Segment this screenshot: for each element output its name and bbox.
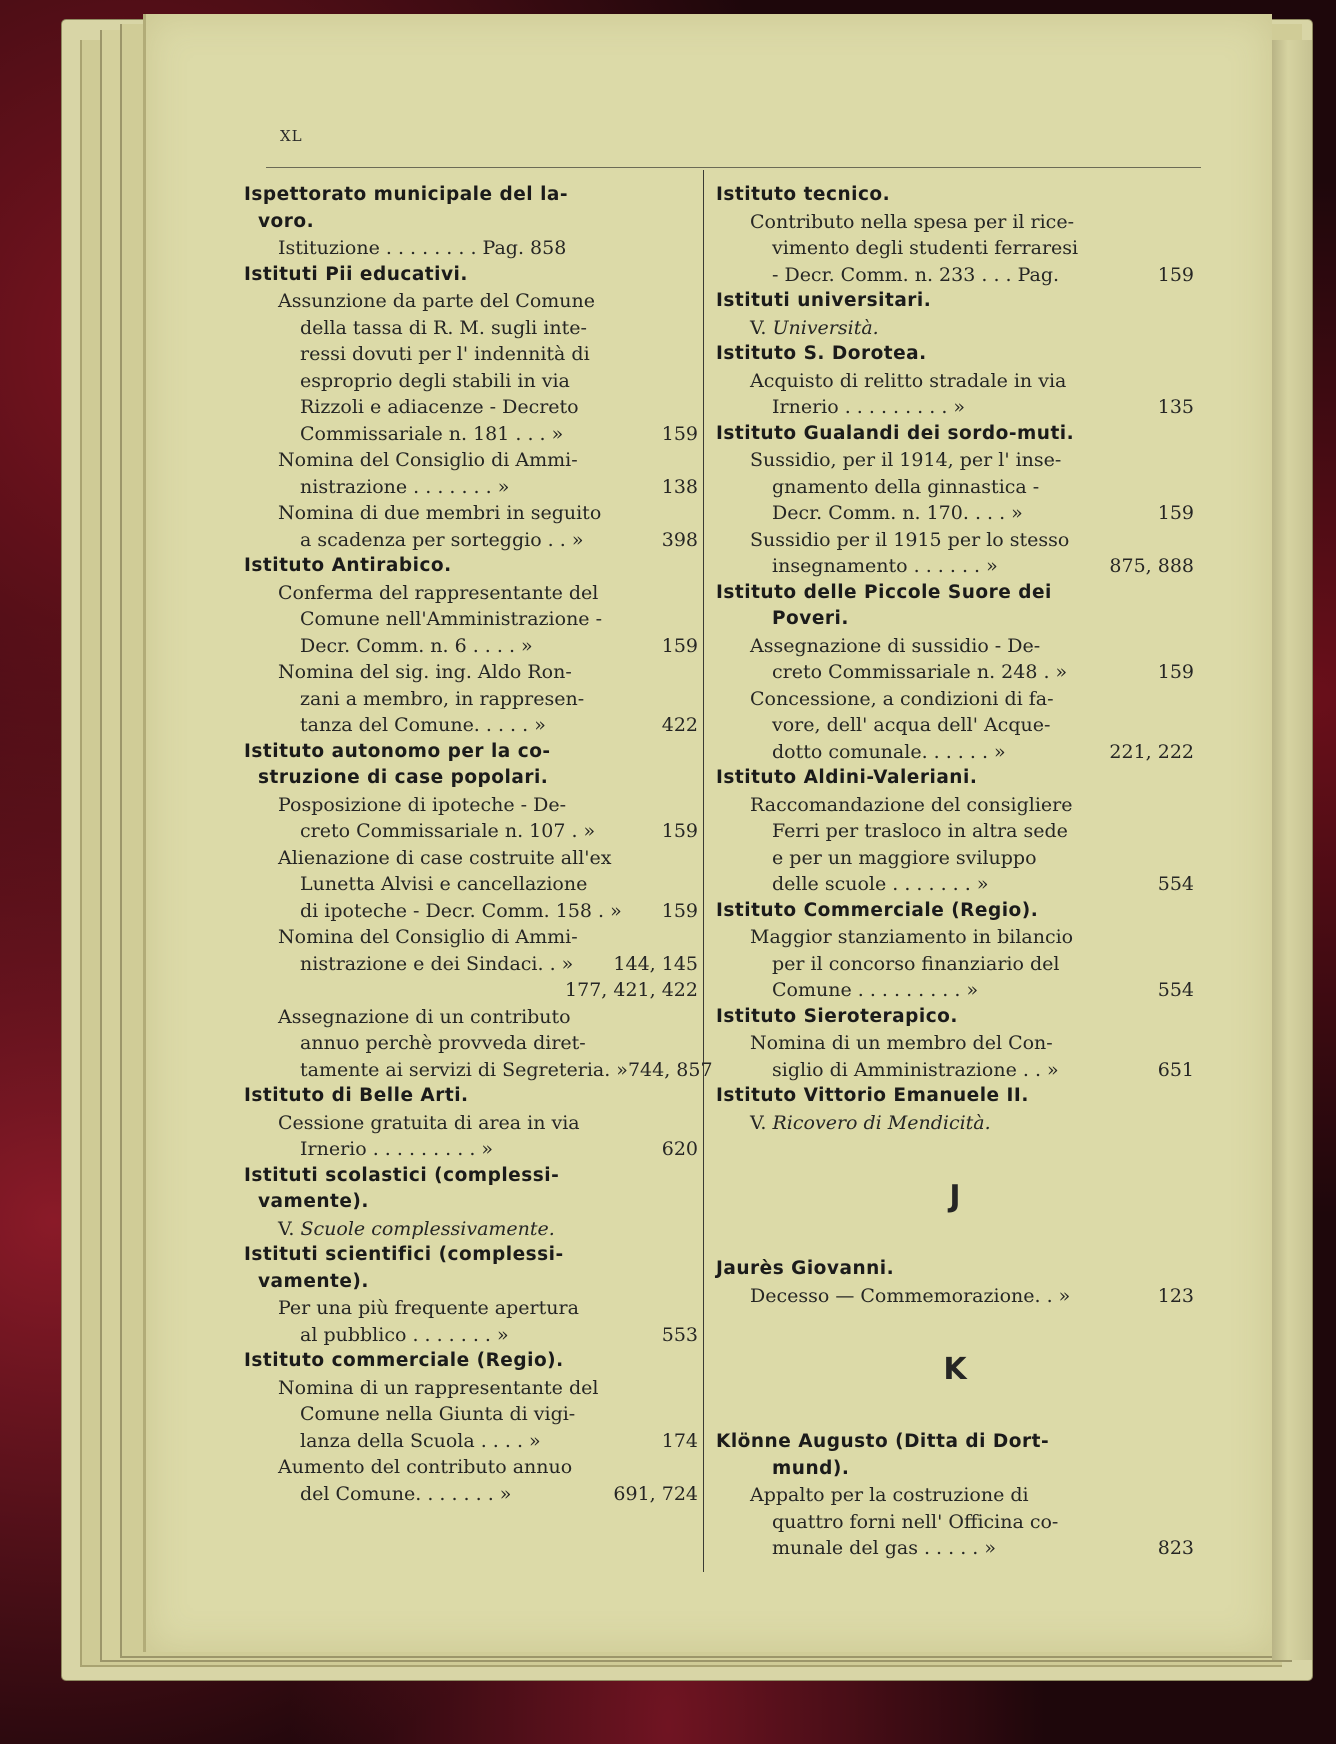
- sub-entry-line: del Comune. . . . . . . » 691, 724: [244, 1481, 698, 1508]
- left-column: [244, 182, 713, 1507]
- sub-entry-line: Posposizione di ipoteche - De-: [278, 793, 567, 816]
- page-reference: 159: [1157, 502, 1194, 524]
- page-reference: 744, 857: [627, 1058, 713, 1081]
- index-entry: [244, 553, 698, 739]
- sub-entry-line: per il concorso finanziario del: [772, 952, 1060, 975]
- entry-heading: Istituto autonomo per la co-: [244, 740, 551, 762]
- sub-entry-line: zani a membro, in rappresen-: [300, 687, 585, 710]
- sub-entry-line: al pubblico . . . . . . . » 553: [244, 1322, 698, 1349]
- sub-entry-line: Decr. Comm. n. 6 . . . . » 159: [244, 633, 698, 660]
- page-reference: 620: [661, 1138, 698, 1160]
- page-reference: 177, 421, 422: [565, 979, 698, 1001]
- sub-entry-line: della tassa di R. M. sugli inte-: [300, 316, 587, 339]
- index-entry: [716, 580, 1194, 766]
- page-reference: 159: [661, 634, 698, 657]
- sub-entry-line: Nomina del Consiglio di Ammi-: [278, 926, 578, 948]
- header-rule: [266, 167, 1201, 168]
- sub-entry-line: gnamento della ginnastica -: [772, 475, 1040, 498]
- section-letter-j: J: [949, 1179, 961, 1214]
- sub-entry-line: Nomina di due membri in seguito: [278, 502, 602, 524]
- entry-heading: Istituto Vittorio Emanuele II.: [716, 1085, 1029, 1106]
- sub-entry-line: Cessione gratuita di area in via: [278, 1111, 580, 1134]
- page-reference: 553: [661, 1323, 698, 1346]
- sub-entry-line: [244, 977, 698, 1004]
- entry-heading-cont: struzione di case popolari.: [258, 767, 549, 788]
- sub-entry-line: nistrazione e dei Sindaci. . » 144, 145: [244, 951, 698, 978]
- sub-entry-line: dotto comunale. . . . . . » 221, 222: [716, 739, 1194, 766]
- sub-entry-line: Lunetta Alvisi e cancellazione: [300, 873, 588, 895]
- sub-entry-line: ressi dovuti per l' indennità di: [300, 343, 590, 365]
- index-entry: [716, 421, 1194, 580]
- sub-entry-line: tanza del Comune. . . . . » 422: [244, 712, 698, 739]
- entry-heading: Jaurès Giovanni.: [716, 1258, 895, 1279]
- sub-entry-line: creto Commissariale n. 248 . » 159: [716, 659, 1194, 686]
- page-reference: 135: [1157, 396, 1194, 418]
- sub-entry-line: creto Commissariale n. 107 . » 159: [244, 818, 698, 845]
- entry-heading-cont: Poveri.: [772, 608, 849, 629]
- right-column: [716, 182, 1194, 1562]
- sub-entry-line: Appalto per la costruzione di: [750, 1484, 1029, 1506]
- sub-entry-line: Irnerio . . . . . . . . . » 135: [716, 394, 1194, 421]
- entry-heading: Istituti scolastici (complessi-: [244, 1164, 560, 1186]
- page-reference: 398: [661, 528, 698, 551]
- index-entry: [716, 1083, 1194, 1136]
- sub-entry-line: di ipoteche - Decr. Comm. 158 . » 159: [244, 898, 698, 925]
- entry-heading: Istituto Sieroterapico.: [716, 1005, 958, 1027]
- index-entry: [716, 341, 1194, 421]
- sub-entry-line: vore, dell' acqua dell' Acque-: [772, 714, 1051, 736]
- entry-heading: Istituto Commerciale (Regio).: [716, 899, 1039, 921]
- page-reference: 875, 888: [1109, 555, 1194, 577]
- page-reference: 159: [661, 820, 698, 842]
- page-reference: 159: [1157, 661, 1194, 683]
- page-reference: 554: [1157, 979, 1194, 1001]
- section-letter-k: K: [943, 1352, 967, 1387]
- sub-entry-line: Comune nell'Amministrazione -: [300, 608, 603, 630]
- see-reference: V. Università.: [750, 316, 879, 339]
- entry-heading: Istituto Antirabico.: [244, 555, 452, 576]
- sub-entry-line: lanza della Scuola . . . . » 174: [244, 1428, 698, 1455]
- index-entry: [716, 898, 1194, 1004]
- sub-entry-line: Per una più frequente apertura: [278, 1297, 579, 1319]
- index-entry: [716, 288, 1194, 341]
- sub-entry-line: tamente ai servizi di Segreteria. » 744, 857: [244, 1057, 698, 1084]
- entry-heading: Istituto commerciale (Regio).: [244, 1350, 564, 1371]
- entry-heading-cont: vamente).: [258, 1191, 369, 1212]
- sub-entry-line: Rizzoli e adiacenze - Decreto: [300, 396, 579, 418]
- sub-entry-line: Aumento del contributo annuo: [278, 1456, 573, 1478]
- sub-entry-line: e per un maggiore sviluppo: [772, 846, 1037, 869]
- sub-entry-line: Assunzione da parte del Comune: [278, 290, 595, 312]
- entry-heading: Klönne Augusto (Ditta di Dort-: [716, 1431, 1050, 1452]
- page-reference: 691, 724: [613, 1482, 698, 1505]
- sub-entry-line: Irnerio . . . . . . . . . » 620: [244, 1136, 698, 1163]
- sub-entry-line: Concessione, a condizioni di fa-: [750, 687, 1054, 710]
- sub-entry-line: esproprio degli stabili in via: [300, 369, 570, 392]
- entry-heading: Ispettorato municipale del la-: [244, 184, 569, 205]
- sub-entry-line: Sussidio, per il 1914, per l' inse-: [750, 449, 1062, 471]
- sub-entry-line: Alienazione di case costruite all'ex: [278, 846, 612, 869]
- sub-entry-line: Decr. Comm. n. 170. . . . » 159: [716, 500, 1194, 527]
- page-reference: 554: [1157, 873, 1194, 895]
- entry-heading: Istituto S. Dorotea.: [716, 343, 927, 364]
- sub-entry-line: Decesso — Commemorazione. . » 123: [716, 1283, 1194, 1310]
- sub-entry-line: insegnamento . . . . . . » 875, 888: [716, 553, 1194, 580]
- index-entry: [244, 262, 698, 554]
- index-entry: [244, 1083, 698, 1163]
- sub-entry-line: Commissariale n. 181 . . . » 159: [244, 421, 698, 448]
- index-entry: [716, 182, 1194, 288]
- sub-entry-line: Comune nella Giunta di vigi-: [300, 1403, 576, 1425]
- sub-entry-line: a scadenza per sorteggio . . » 398: [244, 527, 698, 554]
- entry-heading: Istituto delle Piccole Suore dei: [716, 581, 1052, 603]
- page-reference: 159: [661, 422, 698, 445]
- index-entry: [244, 182, 698, 262]
- sub-entry-line: Comune . . . . . . . . . » 554: [716, 977, 1194, 1004]
- sub-entry-line: Contributo nella spesa per il rice-: [750, 210, 1074, 233]
- sub-entry-line: Conferma del rappresentante del: [278, 581, 599, 604]
- sub-entry-line: Nomina del Consiglio di Ammi-: [278, 449, 578, 471]
- entry-heading: Istituto di Belle Arti.: [244, 1085, 469, 1106]
- page-reference: 422: [661, 714, 698, 736]
- page-reference: 123: [1157, 1284, 1194, 1307]
- page-reference: 221, 222: [1109, 740, 1194, 763]
- entry-heading: Istituti universitari.: [716, 290, 932, 311]
- page-reference: 174: [661, 1429, 698, 1452]
- index-entry: [716, 1004, 1194, 1084]
- index-entry: [716, 1429, 1194, 1562]
- index-entry: [244, 1242, 698, 1348]
- page-reference: 144, 145: [613, 952, 698, 975]
- sub-entry-line: quattro forni nell' Officina co-: [772, 1510, 1059, 1533]
- sub-entry-line: Sussidio per il 1915 per lo stesso: [750, 528, 1070, 551]
- sub-entry-line: Ferri per trasloco in altra sede: [772, 820, 1068, 842]
- index-entry: [716, 1256, 1194, 1309]
- sub-entry-line: Nomina di un membro del Con-: [750, 1032, 1053, 1054]
- see-reference: V. Ricovero di Mendicità.: [750, 1111, 991, 1134]
- sub-entry-line: Maggior stanziamento in bilancio: [750, 926, 1074, 948]
- sub-entry: Istituzione . . . . . . . . Pag. 858: [278, 237, 567, 259]
- sub-entry-line: vimento degli studenti ferraresi: [772, 237, 1079, 259]
- page-number: XL: [280, 127, 303, 145]
- sub-entry-line: nistrazione . . . . . . . » 138: [244, 474, 698, 501]
- sub-entry-line: Raccomandazione del consigliere: [750, 793, 1073, 816]
- index-entry: [244, 739, 713, 1084]
- entry-heading: Istituto Aldini-Valeriani.: [716, 767, 978, 788]
- index-entry: [244, 1348, 698, 1507]
- facing-page-edge: [1272, 40, 1312, 1660]
- entry-heading-cont: vamente).: [258, 1270, 369, 1292]
- index-entry: [244, 1163, 698, 1243]
- index-entry: [716, 765, 1194, 898]
- page-reference: 159: [661, 899, 698, 922]
- sub-entry-line: delle scuole . . . . . . . » 554: [716, 871, 1194, 898]
- sub-entry-line: munale del gas . . . . . » 823: [716, 1535, 1194, 1562]
- entry-heading: Istituti Pii educativi.: [244, 263, 468, 285]
- page-reference: 823: [1157, 1537, 1194, 1559]
- see-reference: V. Scuole complessivamente.: [278, 1217, 555, 1240]
- sub-entry-line: Assegnazione di un contributo: [278, 1005, 571, 1028]
- column-rule: [703, 170, 704, 1572]
- entry-heading: Istituto Gualandi dei sordo-muti.: [716, 422, 1075, 444]
- page-reference: 138: [661, 475, 698, 498]
- entry-heading: Istituto tecnico.: [716, 184, 891, 205]
- sub-entry-line: Nomina del sig. ing. Aldo Ron-: [278, 661, 572, 683]
- sub-entry-line: Acquisto di relitto stradale in via: [750, 369, 1067, 392]
- page-reference: 651: [1157, 1058, 1194, 1081]
- page-reference: 159: [1157, 263, 1194, 286]
- sub-entry-line: siglio di Amministrazione . . » 651: [716, 1057, 1194, 1084]
- sub-entry-line: Nomina di un rappresentante del: [278, 1376, 599, 1399]
- entry-heading: Istituti scientifici (complessi-: [244, 1244, 564, 1265]
- entry-heading-cont: voro.: [258, 210, 315, 232]
- entry-heading-cont: mund).: [772, 1457, 850, 1479]
- sub-entry-line: Assegnazione di sussidio - De-: [750, 634, 1041, 657]
- sub-entry-line: - Decr. Comm. n. 233 . . . Pag. 159: [716, 262, 1194, 289]
- sub-entry-line: annuo perchè provveda diret-: [300, 1032, 586, 1054]
